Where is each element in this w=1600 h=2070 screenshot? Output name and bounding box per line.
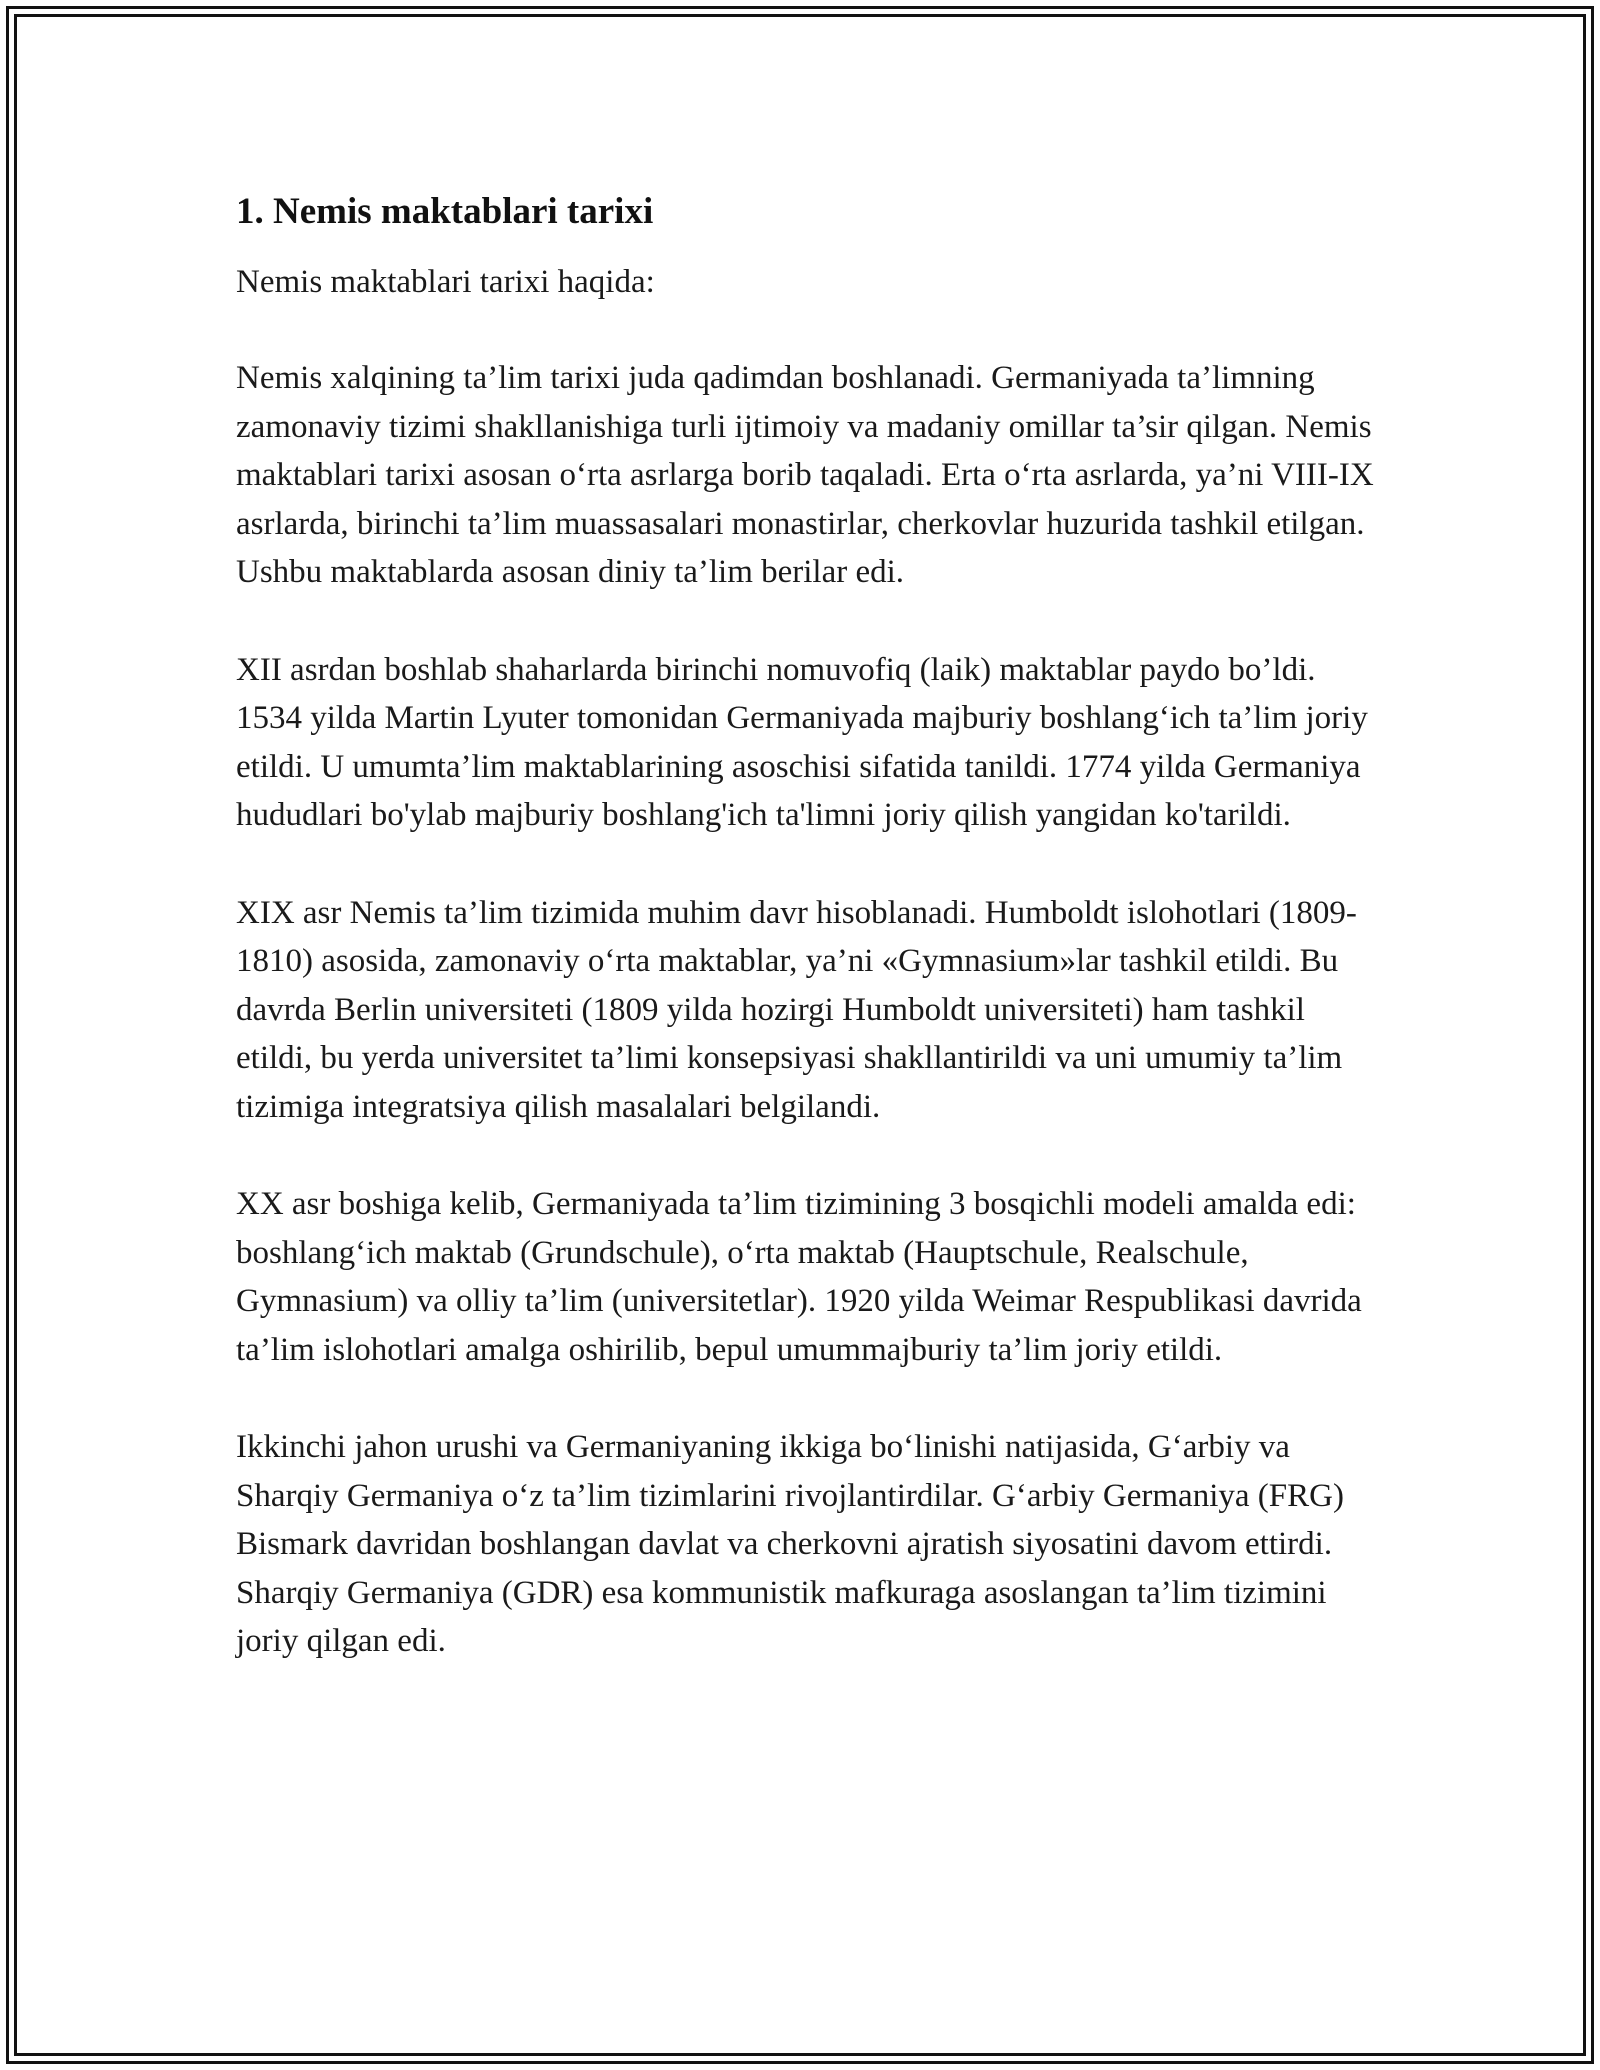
paragraph-nineteenth-century: XIX asr Nemis ta’lim tizimida muhim davr hisoblanadi. Humboldt islohotlari (1809-1810) asosida, zamonaviy o‘rta maktablar, ya’ni «Gymnasium»lar tashkil etildi. Bu davrda Berlin universiteti (1809 yilda hozirgi Humboldt universiteti) ham tashkil etildi, bu yerda universitet ta’limi konsepsiyasi shakllantirildi va uni umumiy ta’lim tizimiga integratsiya qilish masalalari belgilandi.	[236, 894, 1357, 1125]
paragraph-early-history: Nemis xalqining ta’lim tarixi juda qadimdan boshlanadi. Germaniyada ta’limning zamonaviy tizimi shakllanishiga turli ijtimoiy va madaniy omillar ta’sir qilgan. Nemis maktablari tarixi asosan o‘rta asrlarga borib taqaladi. Erta o‘rta asrlarda, ya’ni VIII-IX asrlarda, birinchi ta’lim muassasalari monastirlar, cherkovlar huzurida tashkil etilgan. Ushbu maktablarda asosan diniy ta’lim berilar edi.	[236, 360, 1374, 590]
paragraph-post-war: Ikkinchi jahon urushi va Germaniyaning ikkiga bo‘linishi natijasida, G‘arbiy va Sharqiy Germaniya o‘z ta’lim tizimlarini rivojlantirdilar. G‘arbiy Germaniya (FRG) Bismark davridan boshlangan davlat va cherkovni ajratish siyosatini davom ettirdi. Sharqiy Germaniya (GDR) esa kommunistik mafkuraga asoslangan ta’lim tizimini joriy qilgan edi.	[236, 1429, 1344, 1659]
paragraph-twelfth-century: XII asrdan boshlab shaharlarda birinchi nomuvofiq (laik) maktablar paydo bo’ldi. 1534 yilda Martin Lyuter tomonidan Germaniyada majburiy boshlang‘ich ta’lim joriy etildi. U umumta’lim maktablarining asoschisi sifatida tanildi. 1774 yilda Germaniya hududlari bo'ylab majburiy boshlang'ich ta'limni joriy qilish yangidan ko'tarildi.	[236, 651, 1368, 833]
intro-line: Nemis maktablari tarixi haqida:	[236, 264, 655, 300]
paragraph-twentieth-century: XX asr boshiga kelib, Germaniyada ta’lim tizimining 3 bosqichli modeli amalda edi: boshlang‘ich maktab (Grundschule), o‘rta maktab (Hauptschule, Realschule, Gymnasium) va olliy ta’lim (universitetlar). 1920 yilda Weimar Respublikasi davrida ta’lim islohotlari amalga oshirilib, bepul umummajburiy ta’lim joriy etildi.	[236, 1186, 1362, 1368]
section-heading: 1. Nemis maktablari tarixi	[236, 191, 654, 232]
document-body	[236, 188, 1386, 1715]
